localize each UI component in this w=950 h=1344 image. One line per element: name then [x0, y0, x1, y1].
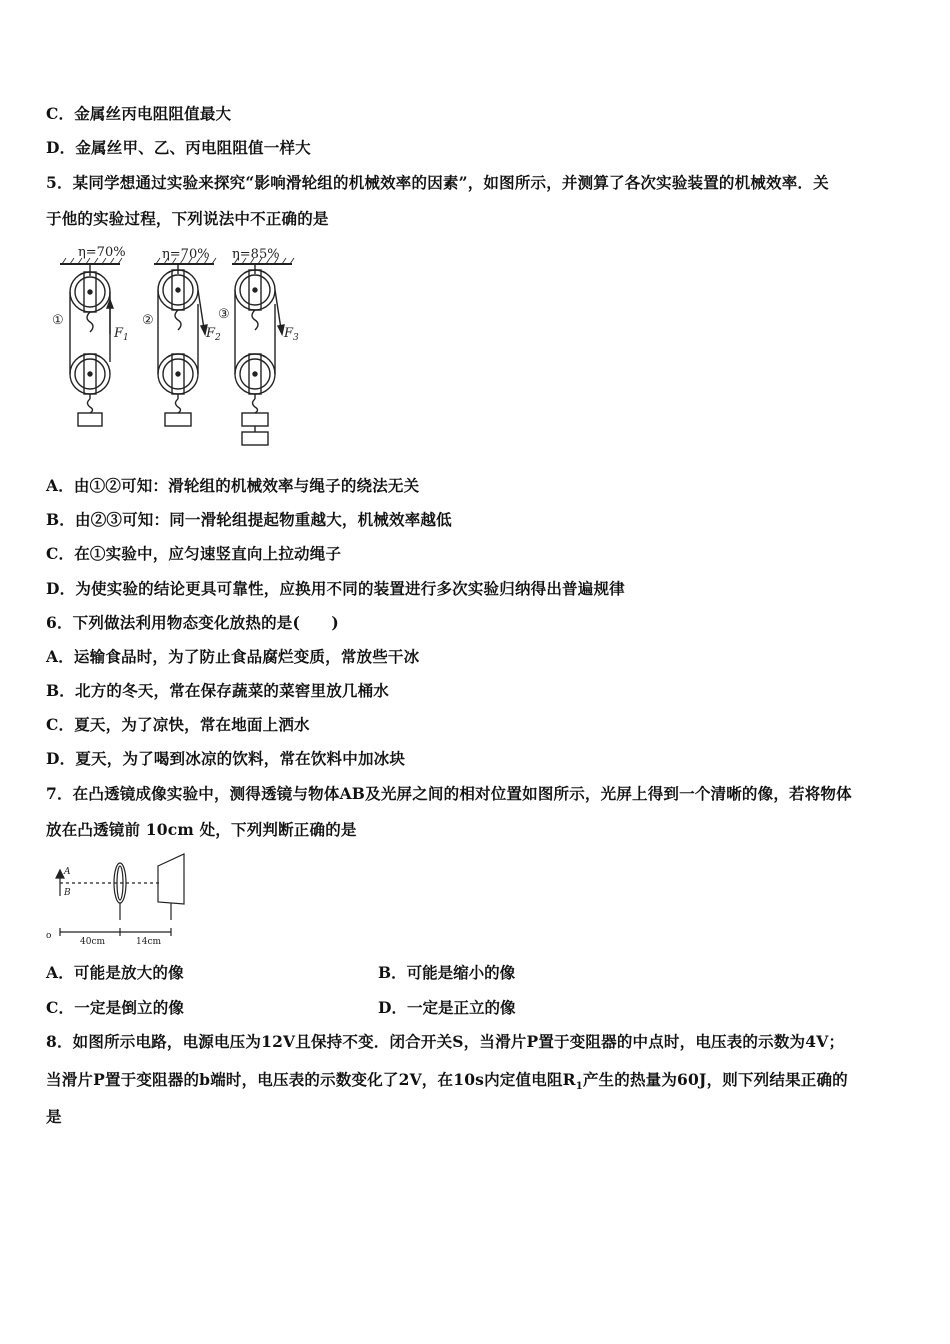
- q7-stem-line-1: 7．在凸透镜成像实验中，测得透镜与物体AB及光屏之间的相对位置如图所示，光屏上得到一个清晰的像，若将物体: [46, 784, 852, 803]
- q8-stem-line-2-a: 当滑片P置于变阻器的b端时，电压表的示数变化了2V，在10s内定值电阻R: [46, 1070, 576, 1089]
- r1-subscript: 1: [575, 1081, 583, 1093]
- q6-option-c: C．夏天，为了凉快，常在地面上洒水: [46, 715, 310, 734]
- eta-label-2: η=70%: [162, 247, 210, 262]
- eta-label-3: η=85%: [232, 247, 280, 262]
- q8-stem-line-2-b: 产生的热量为60J，则下列结果正确的: [582, 1070, 848, 1089]
- q6-option-d: D．夏天，为了喝到冰凉的饮料，常在饮料中加冰块: [46, 749, 406, 768]
- force-label-1: $F_1$: [114, 326, 129, 343]
- force-label-3: $F_3$: [284, 326, 299, 343]
- object-label-a: A: [64, 867, 71, 877]
- setup-number-1: ①: [52, 313, 64, 328]
- q4-option-d: D．金属丝甲、乙、丙电阻阻值一样大: [46, 138, 311, 157]
- q6-option-b: B．北方的冬天，常在保存蔬菜的菜窖里放几桶水: [46, 681, 390, 700]
- q8-stem-line-2: [46, 1068, 848, 1092]
- q5-stem-line-1: 5．某同学想通过实验来探究“影响滑轮组的机械效率的因素”，如图所示，并测算了各次实验装置的机械效率．关: [46, 173, 829, 192]
- pulley-figure: [48, 244, 318, 449]
- q5-option-c: C．在①实验中，应匀速竖直向上拉动绳子: [46, 544, 342, 563]
- setup-number-3: ③: [218, 307, 230, 322]
- q7-stem-line-2: 放在凸透镜前 10cm 处，下列判断正确的是: [46, 820, 357, 839]
- object-label-b: B: [64, 888, 71, 898]
- q6-stem: 6．下列做法利用物态变化放热的是( ): [46, 613, 339, 632]
- lens-figure: [44, 850, 204, 950]
- eta-label-1: η=70%: [78, 245, 126, 260]
- q7-option-a: A．可能是放大的像: [46, 963, 184, 982]
- q5-stem-line-2: 于他的实验过程，下列说法中不正确的是: [46, 209, 329, 228]
- force-label-2: $F_2$: [206, 326, 221, 343]
- q6-option-a: A．运输食品时，为了防止食品腐烂变质，常放些干冰: [46, 647, 420, 666]
- origin-label: o: [46, 931, 52, 941]
- q5-option-d: D．为使实验的结论更具可靠性，应换用不同的装置进行多次实验归纳得出普遍规律: [46, 579, 625, 598]
- q5-option-a: A．由①②可知：滑轮组的机械效率与绳子的绕法无关: [46, 476, 420, 495]
- setup-number-2: ②: [142, 313, 154, 328]
- q7-option-b: B．可能是缩小的像: [378, 963, 516, 982]
- q7-option-d: D．一定是正立的像: [378, 998, 516, 1017]
- q8-stem-line-1: 8．如图所示电路，电源电压为12V且保持不变．闭合开关S，当滑片P置于变阻器的中点时，电压表的示数为4V；: [46, 1032, 845, 1051]
- q5-option-b: B．由②③可知：同一滑轮组提起物重越大，机械效率越低: [46, 510, 452, 529]
- distance-label-14cm: 14cm: [136, 937, 162, 947]
- q7-option-c: C．一定是倒立的像: [46, 998, 185, 1017]
- distance-label-40cm: 40cm: [80, 937, 106, 947]
- q4-option-c: C．金属丝丙电阻阻值最大: [46, 104, 232, 123]
- q8-stem-line-3: 是: [46, 1107, 62, 1126]
